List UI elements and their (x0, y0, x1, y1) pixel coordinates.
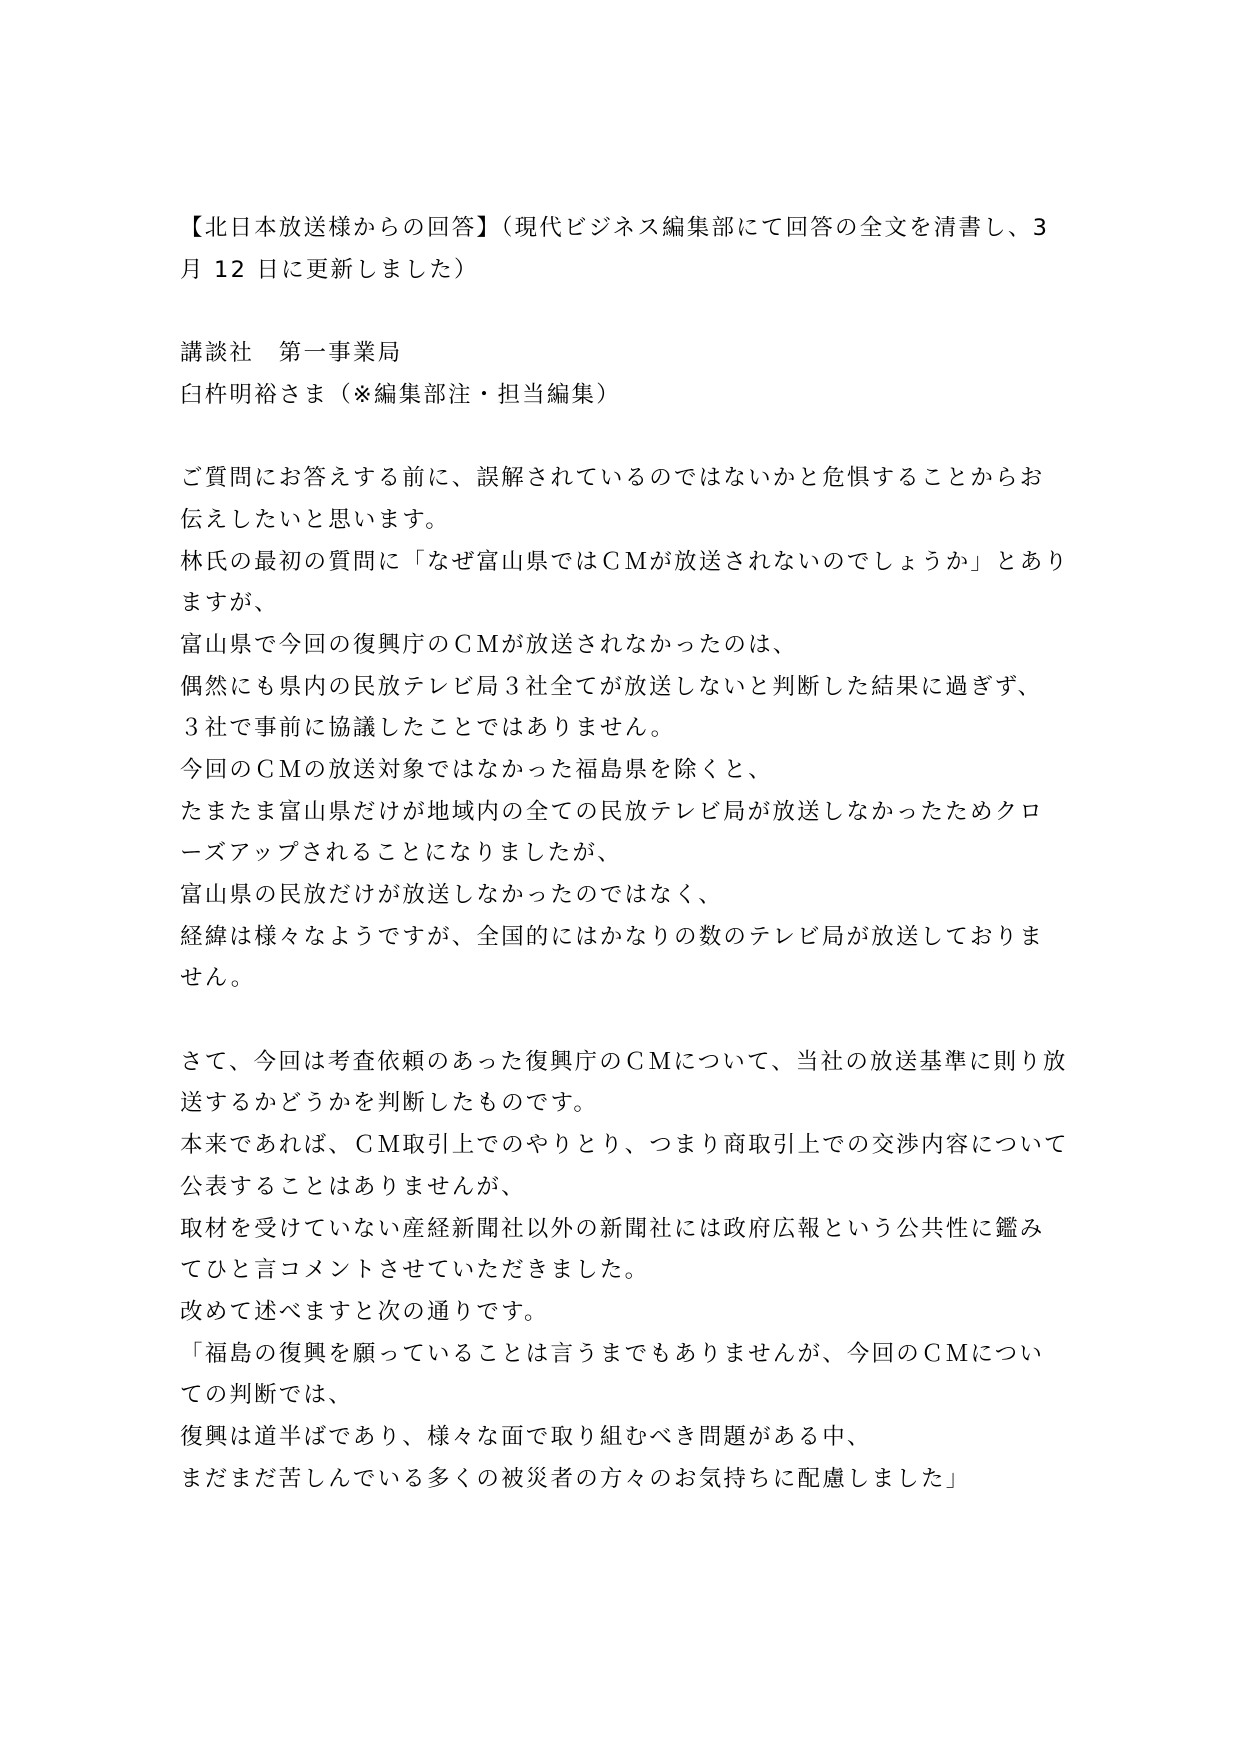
body-line: 富山県で今回の復興庁のＣＭが放送されなかったのは、 (180, 631, 798, 658)
body-line: 今回のＣＭの放送対象ではなかった福島県を除くと、 (180, 756, 773, 783)
body-line: 「福島の復興を願っていることは言うまでもありませんが、今回のＣＭについ (180, 1340, 1045, 1367)
paragraph-2 (180, 1042, 1080, 1501)
body-line: さて、今回は考査依頼のあった復興庁のＣＭについて、当社の放送基準に則り放 (180, 1048, 1068, 1075)
addressee-line: 臼杵明裕さま（※編集部注・担当編集） (180, 381, 621, 408)
document-heading (180, 208, 1080, 291)
document-page (180, 208, 1080, 1500)
body-line: ３社で事前に協議したことではありません。 (180, 715, 676, 742)
body-line: たまたま富山県だけが地域内の全ての民放テレビ局が放送しなかったためクロ (180, 798, 1045, 825)
body-line: てひと言コメントさせていただきました。 (180, 1257, 650, 1284)
addressee-line: 講談社 第一事業局 (180, 340, 403, 367)
body-line: ーズアップされることになりましたが、 (180, 840, 622, 867)
body-line: 偶然にも県内の民放テレビ局３社全てが放送しないと判断した結果に過ぎず、 (180, 673, 1043, 700)
body-line: 富山県の民放だけが放送しなかったのではなく、 (180, 882, 723, 908)
body-line: 伝えしたいと思います。 (180, 506, 450, 533)
body-line: ご質問にお答えする前に、誤解されているのではないかと危惧することからお (180, 465, 1045, 492)
body-line: まだまだ苦しんでいる多くの被災者の方々のお気持ちに配慮しました」 (180, 1465, 971, 1492)
body-line: 送するかどうかを判断したものです。 (180, 1090, 599, 1117)
body-line: 復興は道半ばであり、様々な面で取り組むべき問題がある中、 (180, 1423, 872, 1450)
addressee-block (180, 333, 1080, 416)
blank-line (180, 291, 1080, 333)
body-line: せん。 (180, 965, 256, 992)
body-line: 経緯は様々なようですが、全国的にはかなりの数のテレビ局が放送しておりま (180, 923, 1045, 950)
body-line: ますが、 (180, 590, 279, 617)
body-line: 林氏の最初の質問に「なぜ富山県ではＣＭが放送されないのでしょうか」とあり (180, 548, 1070, 575)
heading-line: 【北日本放送様からの回答】（現代ビジネス編集部にて回答の全文を清書し、3 (180, 215, 1050, 241)
blank-line (180, 416, 1080, 458)
body-line: ての判断では、 (180, 1382, 353, 1409)
heading-line: 月 12 日に更新しました） (180, 256, 479, 283)
body-line: 本来であれば、ＣＭ取引上でのやりとり、つまり商取引上での交渉内容について (180, 1132, 1069, 1159)
blank-line (180, 1000, 1080, 1042)
body-line: 公表することはありませんが、 (180, 1173, 526, 1200)
body-line: 取材を受けていない産経新聞社以外の新聞社には政府広報という公共性に鑑み (180, 1215, 1045, 1242)
body-line: 改めて述べますと次の通りです。 (180, 1298, 549, 1325)
paragraph-1 (180, 458, 1080, 1000)
